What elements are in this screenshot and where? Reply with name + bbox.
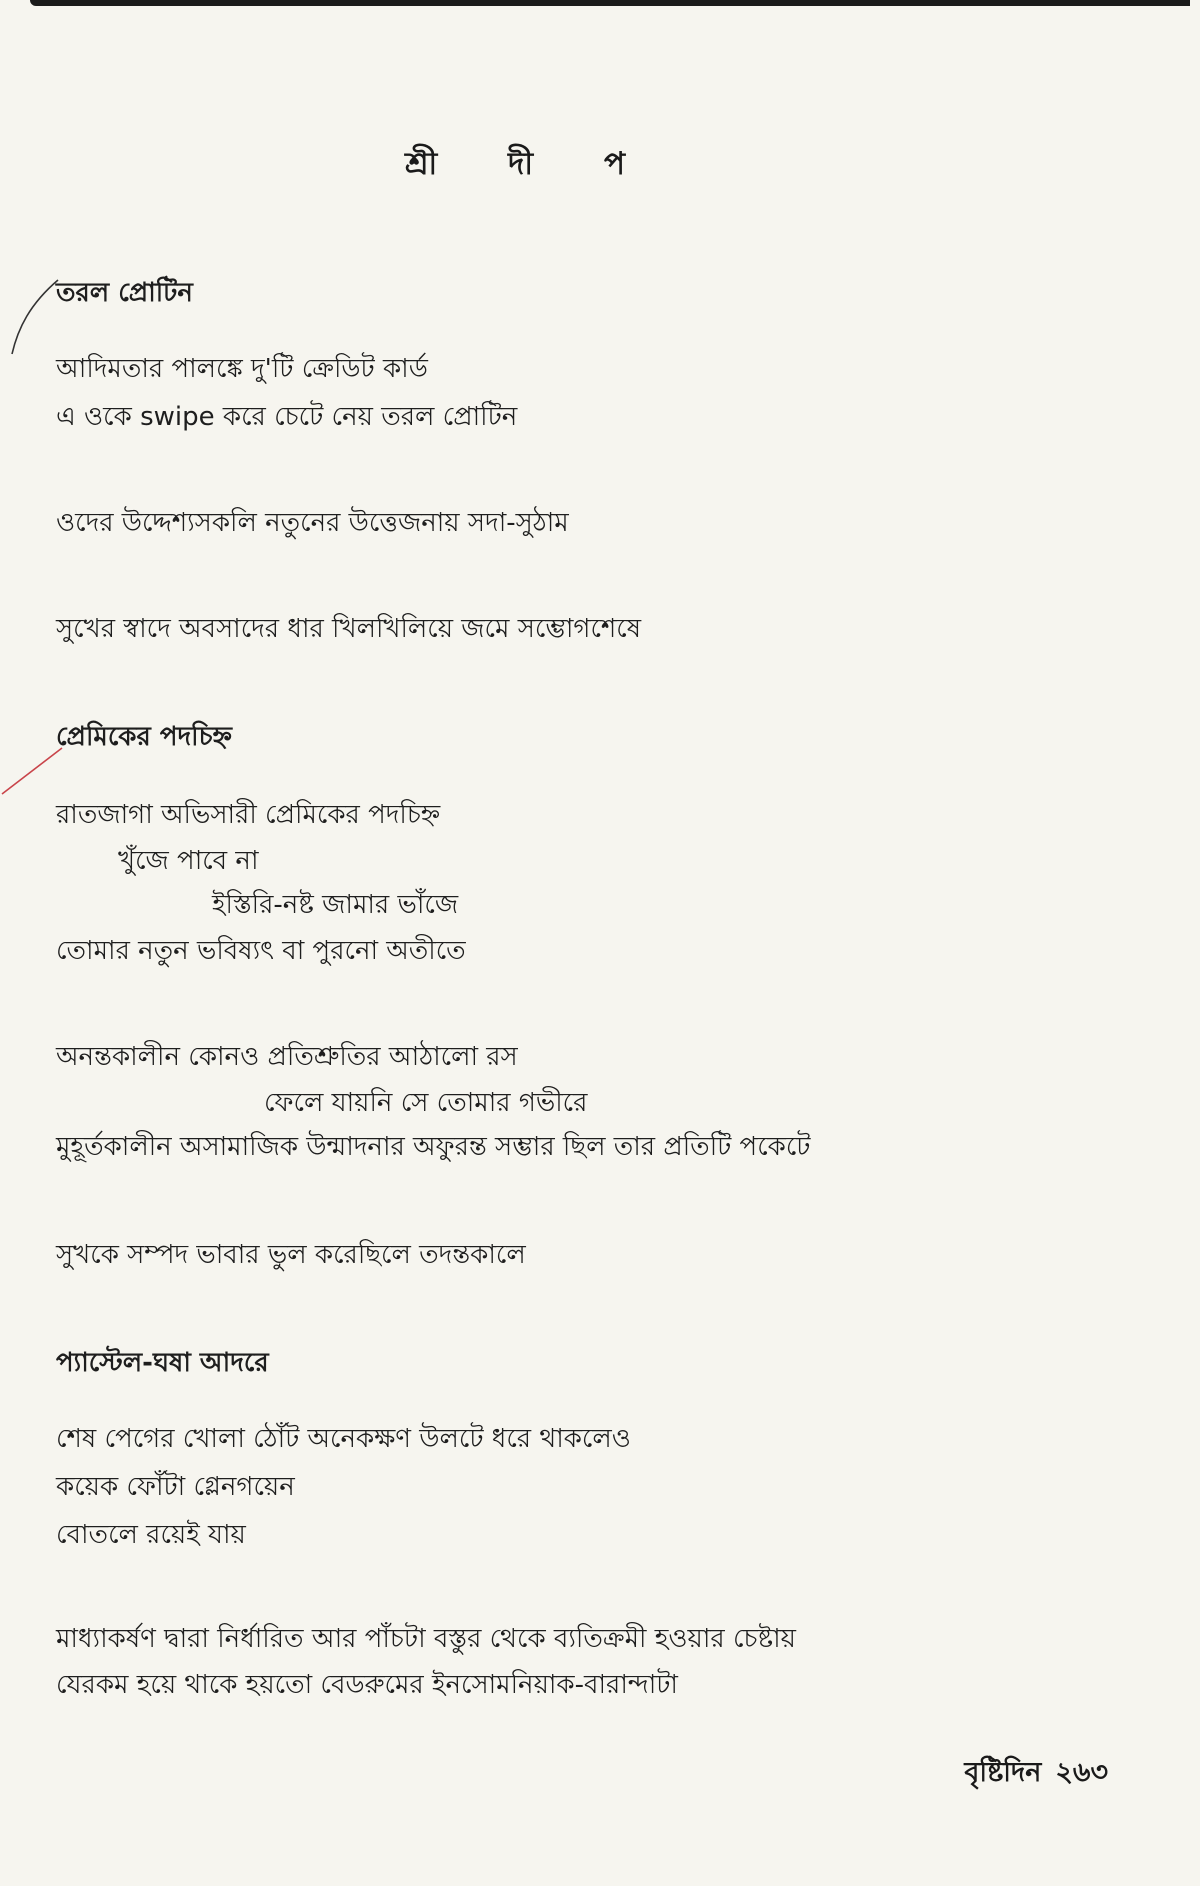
- poem-line: মাধ্যাকর্ষণ দ্বারা নির্ধারিত আর পাঁচটা বস্তুর থেকে ব্যতিক্রমী হওয়ার চেষ্টায়: [56, 1624, 797, 1654]
- book-name: বৃষ্টিদিন: [964, 1757, 1042, 1788]
- page-title: শ্রী দী প: [404, 146, 656, 182]
- poem-line: ইস্তিরি-নষ্ট জামার ভাঁজে: [212, 890, 459, 920]
- poem-line: এ ওকে swipe করে চেটে নেয় তরল প্রোটিন: [56, 402, 518, 432]
- poem-line: রাতজাগা অভিসারী প্রেমিকের পদচিহ্ন: [56, 800, 441, 830]
- poem-title: তরল প্রোটিন: [56, 278, 193, 308]
- poem-title: প্রেমিকের পদচিহ্ন: [56, 722, 232, 752]
- poem-line: ওদের উদ্দেশ্যসকলি নতুনের উত্তেজনায় সদা-সুঠাম: [56, 508, 569, 538]
- poem-line: ফেলে যায়নি সে তোমার গভীরে: [264, 1088, 588, 1118]
- poem-line: বোতলে রয়েই যায়: [56, 1520, 246, 1550]
- page-top-edge: [30, 0, 1190, 6]
- poem-title: প্যাস্টেল-ঘষা আদরে: [56, 1348, 269, 1378]
- page-footer: [964, 1752, 1108, 1797]
- poem-line: কয়েক ফোঁটা গ্লেনগয়েন: [56, 1472, 295, 1502]
- poem-line: সুখকে সম্পদ ভাবার ভুল করেছিলে তদন্তকালে: [56, 1240, 526, 1270]
- poem-line: যেরকম হয়ে থাকে হয়তো বেডরুমের ইনসোমনিয়াক-বারান্দাটা: [56, 1670, 678, 1700]
- poem-line: মুহূর্তকালীন অসামাজিক উন্মাদনার অফুরন্ত সম্ভার ছিল তার প্রতিটি পকেটে: [56, 1132, 811, 1162]
- poem-line: অনন্তকালীন কোনও প্রতিশ্রুতির আঠালো রস: [56, 1042, 518, 1072]
- poem-line: তোমার নতুন ভবিষ্যৎ বা পুরনো অতীতে: [56, 936, 466, 966]
- poem-line: শেষ পেগের খোলা ঠোঁট অনেকক্ষণ উলটে ধরে থাকলেও: [56, 1424, 631, 1454]
- poem-line: আদিমতার পালঙ্কে দু'টি ক্রেডিট কার্ড: [56, 354, 428, 384]
- poem-line: খুঁজে পাবে না: [118, 846, 259, 876]
- page-number: ২৬৩: [1055, 1757, 1108, 1788]
- poem-line: সুখের স্বাদে অবসাদের ধার খিলখিলিয়ে জমে সম্ভোগশেষে: [56, 614, 642, 644]
